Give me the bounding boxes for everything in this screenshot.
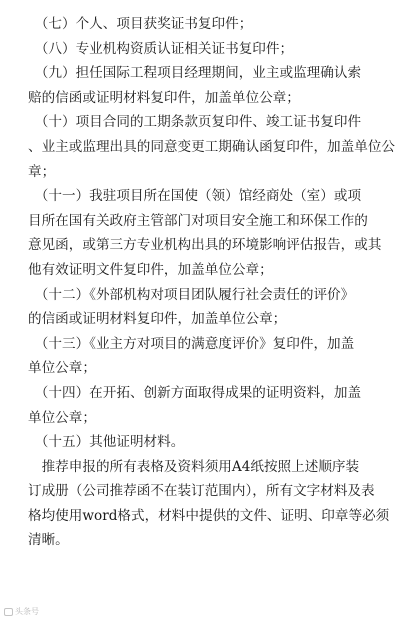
watermark-logo-icon	[4, 608, 13, 616]
text-line: （十）项目合同的工期条款页复印件、竣工证书复印件	[28, 114, 362, 131]
paragraph-submission-note	[28, 455, 390, 553]
text-line: （十二）《外部机构对项目团队履行社会责任的评价》	[28, 286, 355, 303]
paragraph-item-11	[28, 184, 390, 282]
text-line: 、业主或监理出具的同意变更工期确认函复印件，加盖单位公	[28, 138, 396, 155]
text-line: 章；	[28, 163, 56, 180]
watermark-text: 头条号	[15, 607, 39, 616]
paragraph-item-8	[28, 37, 390, 62]
text-line: 推荐申报的所有表格及资料须用A4纸按照上述顺序装	[28, 458, 360, 475]
paragraph-item-9	[28, 61, 390, 110]
text-line: （十五）其他证明材料。	[28, 434, 185, 451]
text-line: 的信函或证明材料复印件，加盖单位公章；	[28, 311, 287, 328]
text-line: （十一）我驻项目所在国使（领）馆经商处（室）或项	[28, 188, 362, 205]
watermark	[4, 606, 39, 617]
text-line: （八）专业机构资质认证相关证书复印件；	[28, 40, 294, 57]
text-line: （九）担任国际工程项目经理期间，业主或监理确认索	[28, 65, 362, 82]
text-line: 他有效证明文件复印件，加盖单位公章；	[28, 261, 273, 278]
text-line: 意见函，或第三方专业机构出具的环境影响评估报告，或其	[28, 237, 382, 254]
paragraph-item-15	[28, 430, 390, 455]
text-line: 格均使用word格式，材料中提供的文件、证明、印章等必须	[28, 507, 390, 524]
text-line: （十四）在开拓、创新方面取得成果的证明资料，加盖	[28, 384, 362, 401]
paragraph-item-7	[28, 12, 390, 37]
text-line: 目所在国有关政府主管部门对项目安全施工和环保工作的	[28, 212, 368, 229]
text-line: （七）个人、项目获奖证书复印件；	[28, 16, 253, 32]
text-line: 订成册（公司推荐函不在装订范围内），所有文字材料及表	[28, 483, 375, 500]
text-line: 赔的信函或证明材料复印件，加盖单位公章；	[28, 89, 300, 106]
text-line: 单位公章；	[28, 360, 96, 377]
paragraph-item-10	[28, 110, 396, 184]
text-line: （十三）《业主方对项目的满意度评价》复印件，加盖	[28, 335, 355, 352]
text-line: 单位公章；	[28, 409, 96, 426]
paragraph-item-12	[28, 283, 390, 332]
paragraph-item-13	[28, 332, 390, 381]
document-body	[28, 12, 396, 553]
paragraph-item-14	[28, 381, 390, 430]
text-line: 清晰。	[28, 532, 69, 549]
